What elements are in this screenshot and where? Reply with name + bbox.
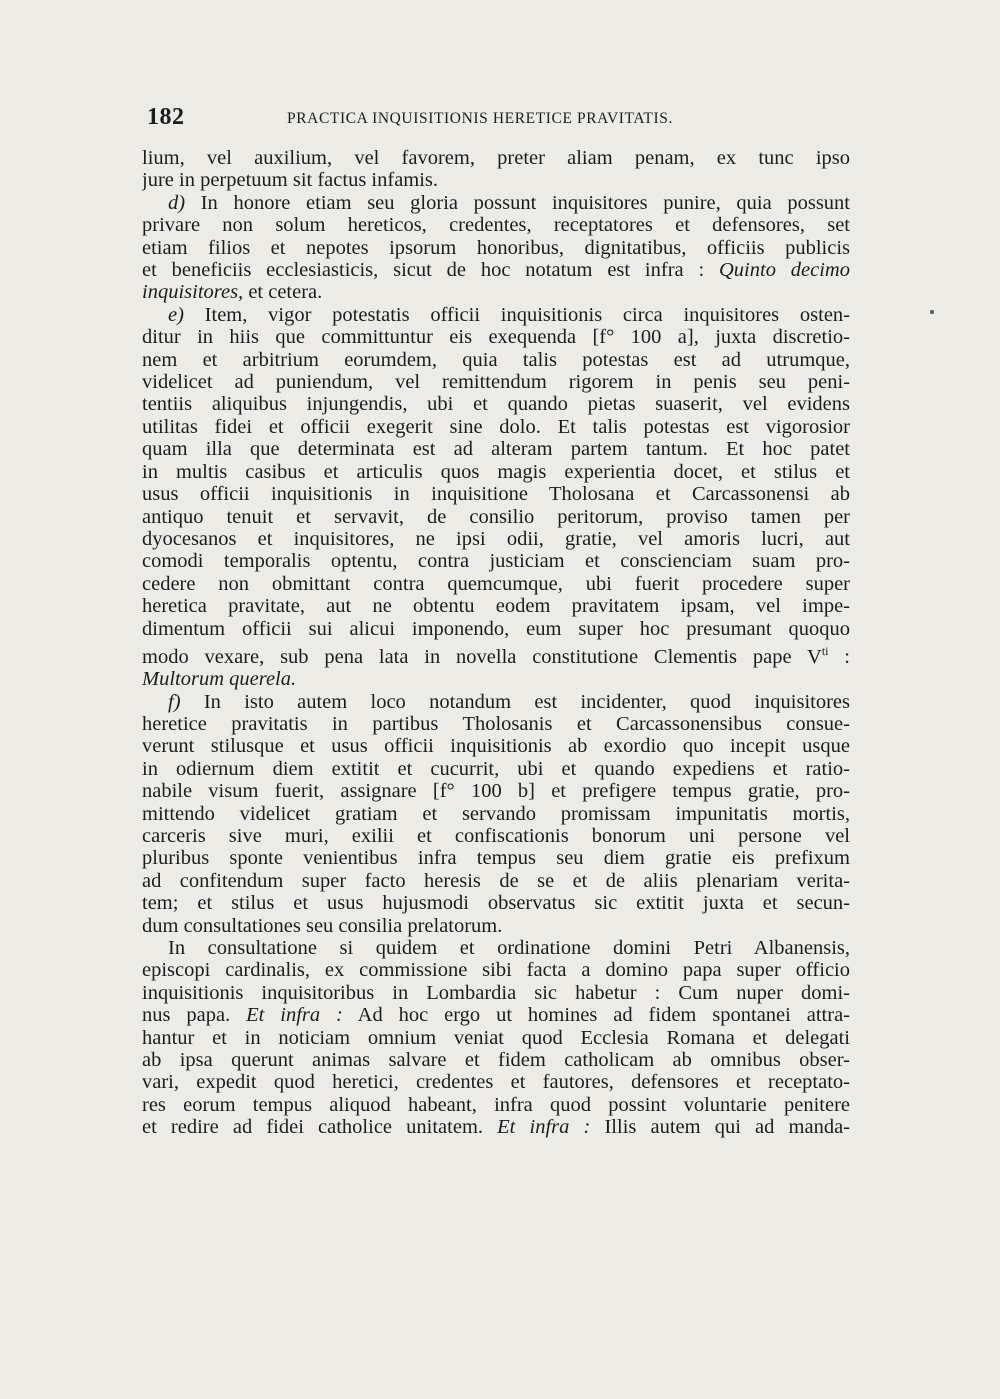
- text-line: [142, 192, 850, 214]
- text-line: [142, 847, 850, 869]
- text-segment: jure in perpetuum sit factus infamis.: [142, 169, 439, 192]
- text-line: [142, 735, 850, 757]
- text-segment: usus officii inquisitionis in inquisitione Tholosana et Carcassonensi ab: [142, 483, 850, 506]
- text-line: [142, 438, 850, 460]
- text-line: [142, 304, 850, 326]
- text-segment: mittendo videlicet gratiam et servando promissam impunitatis mortis,: [142, 802, 850, 825]
- text-segment: antiquo tenuit et servavit, de consilio peritorum, proviso tamen per: [142, 505, 850, 528]
- text-segment: tentiis aliquibus injungendis, ubi et quando pietas suaserit, vel evidens: [142, 393, 850, 416]
- text-segment: cedere non obmittant contra quemcumque, ubi fuerit procedere super: [142, 572, 850, 595]
- page-number: 182: [147, 104, 185, 130]
- text-line: [142, 461, 850, 483]
- text-segment: tem; et stilus et usus hujusmodi observatus sic extitit juxta et secun-: [142, 892, 850, 915]
- text-line: [142, 640, 850, 668]
- text-line: [142, 982, 850, 1004]
- text-segment: modo vexare, sub pena lata in novella constitutione Clementis pape V: [142, 645, 822, 668]
- margin-speck: [930, 310, 934, 314]
- italic-text: f): [168, 690, 181, 713]
- text-line: [142, 1049, 850, 1071]
- text-segment: vari, expedit quod heretici, credentes et fautores, defensores et receptato-: [142, 1071, 850, 1094]
- text-line: [142, 214, 850, 236]
- text-line: [142, 326, 850, 348]
- text-segment: in odiernum diem extitit et cucurrit, ubi et quando expediens et ratio-: [142, 757, 850, 780]
- text-line: [142, 713, 850, 735]
- text-line: [142, 573, 850, 595]
- text-segment: et redire ad fidei catholice unitatem.: [142, 1116, 498, 1139]
- text-line: [142, 506, 850, 528]
- text-line: [142, 870, 850, 892]
- text-line: [142, 281, 850, 303]
- text-segment: episcopi cardinalis, ex commissione sibi facta a domino papa super officio: [142, 959, 850, 982]
- text-line: [142, 1116, 850, 1138]
- text-line: [142, 959, 850, 981]
- text-segment: heretica pravitate, aut ne obtentu eodem pravitatem ipsam, vel impe-: [142, 595, 850, 618]
- text-segment: nem et arbitrium eorumdem, quia talis potestas est ad utrumque,: [142, 348, 850, 371]
- text-segment: pluribus sponte venientibus infra tempus seu diem gratie eis prefixum: [142, 847, 850, 870]
- text-line: [142, 147, 850, 169]
- text-segment: etiam filios et nepotes ipsorum honoribus, dignitatibus, officiis publicis: [142, 236, 850, 259]
- text-line: [142, 668, 850, 690]
- text-segment: Item, vigor potestatis officii inquisitionis circa inquisitores osten-: [183, 303, 850, 326]
- running-title: PRACTICA INQUISITIONIS HERETICE PRAVITATIS.: [287, 110, 673, 127]
- italic-text: Et infra :: [246, 1004, 343, 1027]
- text-line: [142, 349, 850, 371]
- italic-text: Et infra :: [497, 1116, 591, 1139]
- text-line: [142, 1071, 850, 1093]
- text-segment: hantur et in noticiam omnium veniat quod Ecclesia Romana et delegati: [142, 1026, 850, 1049]
- text-line: [142, 1004, 850, 1026]
- text-segment: utilitas fidei et officii exegerit sine dolo. Et talis potestas est vigorosior: [142, 415, 850, 438]
- text-line: [142, 758, 850, 780]
- text-segment: In consultatione si quidem et ordinatione domini Petri Albanensis,: [168, 937, 850, 960]
- text-segment: heretice pravitatis in partibus Tholosanis et Carcassonensibus consue-: [142, 712, 850, 735]
- text-segment: res eorum tempus aliquod habeant, infra quod possint voluntarie penitere: [142, 1093, 850, 1116]
- text-segment: ab ipsa querunt animas salvare et fidem catholicam ab omnibus obser-: [142, 1049, 850, 1072]
- text-segment: in multis casibus et articulis quos magis experientia docet, et stilus et: [142, 460, 850, 483]
- body-text: [142, 147, 850, 1139]
- text-segment: nus papa.: [142, 1004, 247, 1027]
- text-line: [142, 237, 850, 259]
- text-line: [142, 483, 850, 505]
- text-segment: nabile visum fuerit, assignare [f° 100 b] et prefigere tempus gratie, pro-: [142, 780, 850, 803]
- italic-text: e): [168, 303, 184, 326]
- text-line: [142, 1027, 850, 1049]
- text-segment: Ad hoc ergo ut homines ad fidem spontanei attra-: [342, 1004, 850, 1027]
- text-line: [142, 259, 850, 281]
- text-line: [142, 691, 850, 713]
- text-segment: lium, vel auxilium, vel favorem, preter aliam penam, ex tunc ipso: [142, 147, 850, 169]
- text-line: [142, 371, 850, 393]
- text-segment: quam illa que determinata est ad alteram partem tantum. Et hoc patet: [142, 438, 850, 461]
- text-segment: dum consultationes seu consilia prelatorum.: [142, 914, 503, 937]
- text-line: [142, 780, 850, 802]
- text-segment: comodi temporalis optentu, contra justiciam et conscienciam suam pro-: [142, 550, 850, 573]
- text-line: [142, 825, 850, 847]
- text-segment: inquisitionis inquisitoribus in Lombardia sic habetur : Cum nuper domi-: [142, 981, 850, 1004]
- text-line: [142, 550, 850, 572]
- italic-text: inquisitores,: [142, 281, 244, 304]
- text-segment: verunt stilusque et usus officii inquisitionis ab exordio quo incepit usque: [142, 735, 850, 758]
- text-line: [142, 892, 850, 914]
- text-line: [142, 595, 850, 617]
- text-line: [142, 393, 850, 415]
- text-segment: In honore etiam seu gloria possunt inquisitores punire, quia possunt: [185, 191, 850, 214]
- text-segment: privare non solum hereticos, credentes, receptatores et defensores, set: [142, 214, 850, 237]
- text-segment: In isto autem loco notandum est incidenter, quod inquisitores: [180, 690, 850, 713]
- text-segment: carceris sive muri, exilii et confiscationis bonorum uni persone vel: [142, 825, 850, 848]
- text-segment: et beneficiis ecclesiasticis, sicut de hoc notatum est infra :: [142, 259, 719, 282]
- text-segment: Illis autem qui ad manda-: [590, 1116, 850, 1139]
- italic-text: Quinto decimo: [719, 259, 850, 282]
- text-segment: dyocesanos et inquisitores, ne ipsi odii, gratie, vel amoris lucri, aut: [142, 527, 850, 550]
- text-segment: ditur in hiis que committuntur eis exequenda [f° 100 a], juxta discretio-: [142, 326, 850, 349]
- page-header: [147, 100, 847, 140]
- text-line: [142, 915, 850, 937]
- text-segment: dimentum officii sui alicui imponendo, eum super hoc presumant quoquo: [142, 617, 850, 640]
- text-line: [142, 1094, 850, 1116]
- text-segment: ad confitendum super facto heresis de se et de aliis plenariam verita-: [142, 869, 850, 892]
- text-line: [142, 803, 850, 825]
- text-line: [142, 416, 850, 438]
- text-segment: :: [828, 645, 850, 668]
- text-line: [142, 528, 850, 550]
- superscript: ti: [821, 643, 829, 658]
- text-segment: et cetera.: [243, 281, 323, 304]
- italic-text: d): [168, 191, 186, 214]
- text-line: [142, 937, 850, 959]
- italic-text: Multorum querela.: [142, 668, 297, 691]
- text-line: [142, 169, 850, 191]
- text-line: [142, 618, 850, 640]
- text-segment: videlicet ad puniendum, vel remittendum rigorem in penis seu peni-: [142, 371, 850, 394]
